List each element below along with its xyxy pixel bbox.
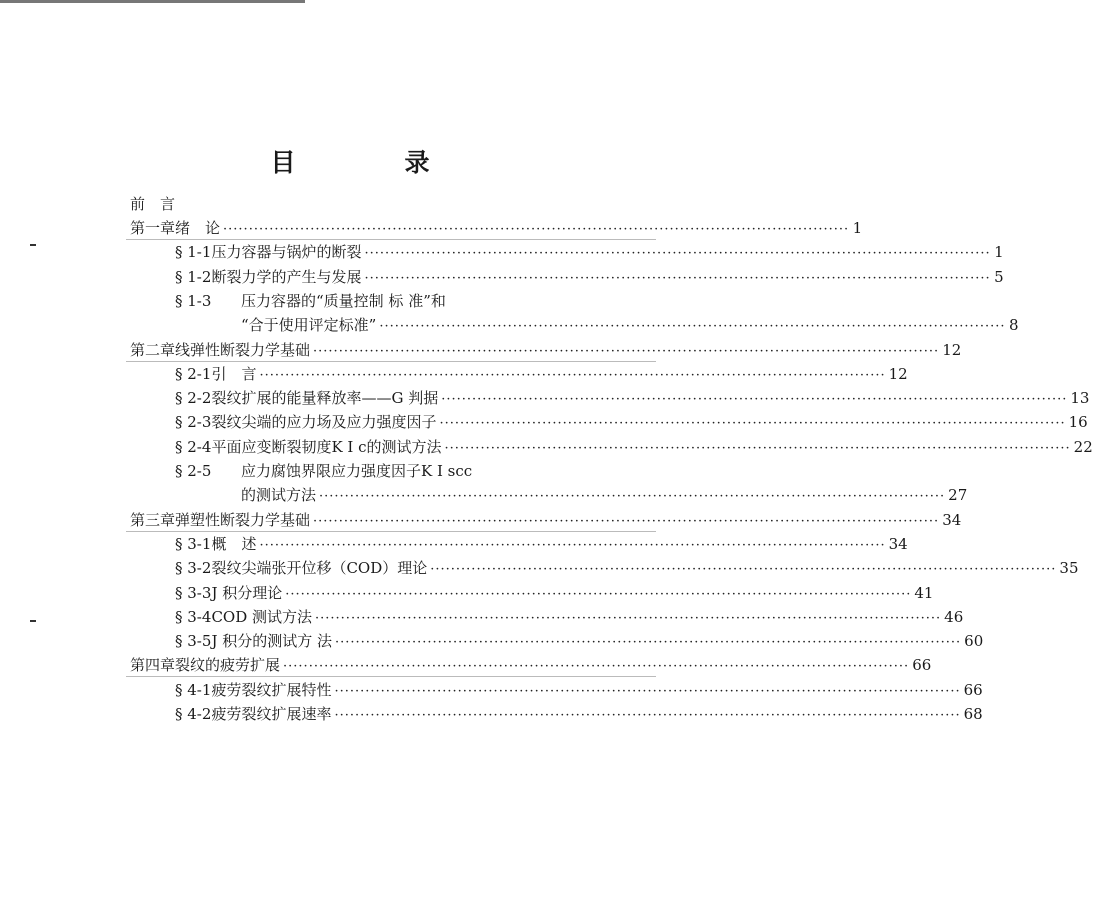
entry-title: “合于使用评定标准”	[241, 316, 377, 335]
dot-leader: ··························································································································	[364, 246, 991, 262]
entry-title: 绪 论	[175, 219, 221, 237]
page-number: 60	[964, 632, 984, 651]
section-number: § 3-2	[175, 559, 212, 578]
page-number: 12	[888, 364, 908, 383]
chapter-number: 第一章	[130, 219, 176, 237]
page-number: 41	[914, 583, 934, 602]
page-number: 46	[944, 607, 964, 626]
page-number: 35	[1059, 559, 1079, 578]
page-number: 5	[994, 267, 1004, 286]
page-number: 12	[942, 340, 962, 359]
dot-leader: ··························································································································	[313, 343, 940, 359]
dot-leader: ··························································································································	[335, 635, 962, 651]
dot-leader: ··························································································································	[364, 270, 991, 286]
section-entry-continued[interactable]	[241, 485, 968, 507]
entry-title: 裂纹尖端的应力场及应力强度因子	[211, 413, 437, 432]
page-number: 16	[1068, 413, 1088, 432]
page-number: 1	[994, 243, 1004, 262]
section-entry[interactable]	[175, 242, 1004, 264]
page-number: 66	[912, 656, 932, 675]
entry-title: 断裂力学的产生与发展	[211, 267, 362, 286]
dot-leader: ··························································································································	[223, 222, 850, 237]
page-number: 13	[1070, 389, 1090, 408]
entry-title: 应力腐蚀界限应力强度因子K I scc	[241, 462, 473, 480]
section-number: § 3-3	[175, 583, 212, 602]
dot-leader: ··························································································································	[379, 319, 1006, 335]
section-number: § 3-4	[175, 607, 212, 626]
section-entry[interactable]	[175, 607, 964, 629]
entry-title: 裂纹尖端张开位移（COD）理论	[211, 559, 428, 578]
section-number: § 2-2	[175, 389, 212, 408]
preface-label: 前 言	[130, 195, 176, 213]
section-entry[interactable]	[175, 534, 908, 556]
page-title: 目 录	[270, 148, 472, 177]
dot-leader: ··························································································································	[259, 367, 886, 383]
scan-top-rule	[0, 0, 305, 3]
section-entry[interactable]	[175, 558, 1079, 580]
page-number: 27	[948, 486, 968, 505]
section-entry[interactable]	[175, 291, 658, 311]
entry-title: 裂纹扩展的能量释放率——G 判据	[211, 389, 439, 408]
section-entry[interactable]	[175, 704, 983, 726]
dot-leader: ··························································································································	[313, 513, 940, 529]
entry-title: 的测试方法	[241, 486, 317, 505]
dot-leader: ··························································································································	[439, 416, 1066, 432]
chapter-entry[interactable]	[130, 510, 962, 532]
page-number: 68	[963, 705, 983, 723]
page-number: 34	[888, 534, 908, 553]
section-number: § 1-3	[175, 291, 212, 310]
entry-title: 概 述	[211, 534, 257, 553]
section-entry[interactable]	[175, 364, 908, 386]
page-number: 8	[1008, 316, 1019, 335]
section-entry[interactable]	[175, 388, 1090, 410]
dot-leader: ··························································································································	[334, 683, 961, 699]
page-number: 22	[1073, 437, 1093, 456]
chapter-underline	[126, 361, 656, 362]
section-entry[interactable]	[175, 412, 1088, 434]
entry-title: 线弹性断裂力学基础	[175, 340, 311, 359]
entry-title: J 积分的测试方 法	[211, 632, 332, 651]
section-number: § 2-4	[175, 437, 212, 456]
entry-title: J 积分理论	[211, 583, 283, 602]
section-number: § 2-5	[175, 462, 212, 480]
section-number: § 4-2	[175, 705, 212, 723]
chapter-underline	[126, 531, 656, 532]
section-entry[interactable]	[175, 631, 984, 653]
section-entry[interactable]	[175, 583, 934, 605]
section-number: § 2-3	[175, 413, 212, 432]
entry-title: 疲劳裂纹扩展特性	[211, 680, 332, 699]
entry-title: 平面应变断裂韧度K I c的测试方法	[211, 437, 442, 456]
preface-entry[interactable]	[130, 194, 175, 214]
section-entry[interactable]	[175, 437, 1093, 459]
section-entry[interactable]	[175, 680, 983, 702]
dot-leader: ··························································································································	[444, 440, 1071, 456]
margin-mark	[30, 244, 36, 246]
chapter-entry[interactable]	[130, 340, 962, 362]
dot-leader: ··························································································································	[441, 392, 1068, 408]
dot-leader: ··························································································································	[283, 659, 910, 675]
entry-title: 压力容器与锅炉的断裂	[211, 243, 362, 262]
entry-title: 压力容器的“质量控制 标 准”和	[241, 291, 446, 310]
dot-leader: ··························································································································	[430, 562, 1057, 578]
section-number: § 1-2	[175, 267, 212, 286]
entry-title: 裂纹的疲劳扩展	[175, 656, 281, 675]
section-number: § 1-1	[175, 243, 212, 262]
dot-leader: ··························································································································	[315, 610, 942, 626]
dot-leader: ··························································································································	[285, 586, 912, 602]
chapter-entry[interactable]	[130, 218, 863, 240]
chapter-number: 第二章	[130, 340, 176, 359]
section-number: § 3-5	[175, 632, 212, 651]
margin-mark	[30, 620, 36, 622]
section-number: § 2-1	[175, 364, 212, 383]
entry-title: 弹塑性断裂力学基础	[175, 510, 311, 529]
section-entry[interactable]	[175, 461, 658, 481]
page-number: 66	[963, 680, 983, 699]
page-number: 34	[942, 510, 962, 529]
section-entry-continued[interactable]	[241, 315, 1019, 337]
entry-title: 疲劳裂纹扩展速率	[211, 705, 332, 723]
chapter-underline	[126, 239, 656, 240]
chapter-entry[interactable]	[130, 655, 932, 677]
entry-title: 引 言	[211, 364, 257, 383]
chapter-number: 第四章	[130, 656, 176, 675]
section-number: § 4-1	[175, 680, 212, 699]
page-number: 1	[852, 219, 863, 237]
dot-leader: ··························································································································	[319, 489, 946, 505]
chapter-underline	[126, 676, 656, 677]
section-entry[interactable]	[175, 267, 1004, 289]
chapter-number: 第三章	[130, 510, 176, 529]
dot-leader: ··························································································································	[259, 537, 886, 553]
dot-leader: ··························································································································	[334, 708, 961, 723]
section-number: § 3-1	[175, 534, 212, 553]
entry-title: COD 测试方法	[211, 607, 313, 626]
